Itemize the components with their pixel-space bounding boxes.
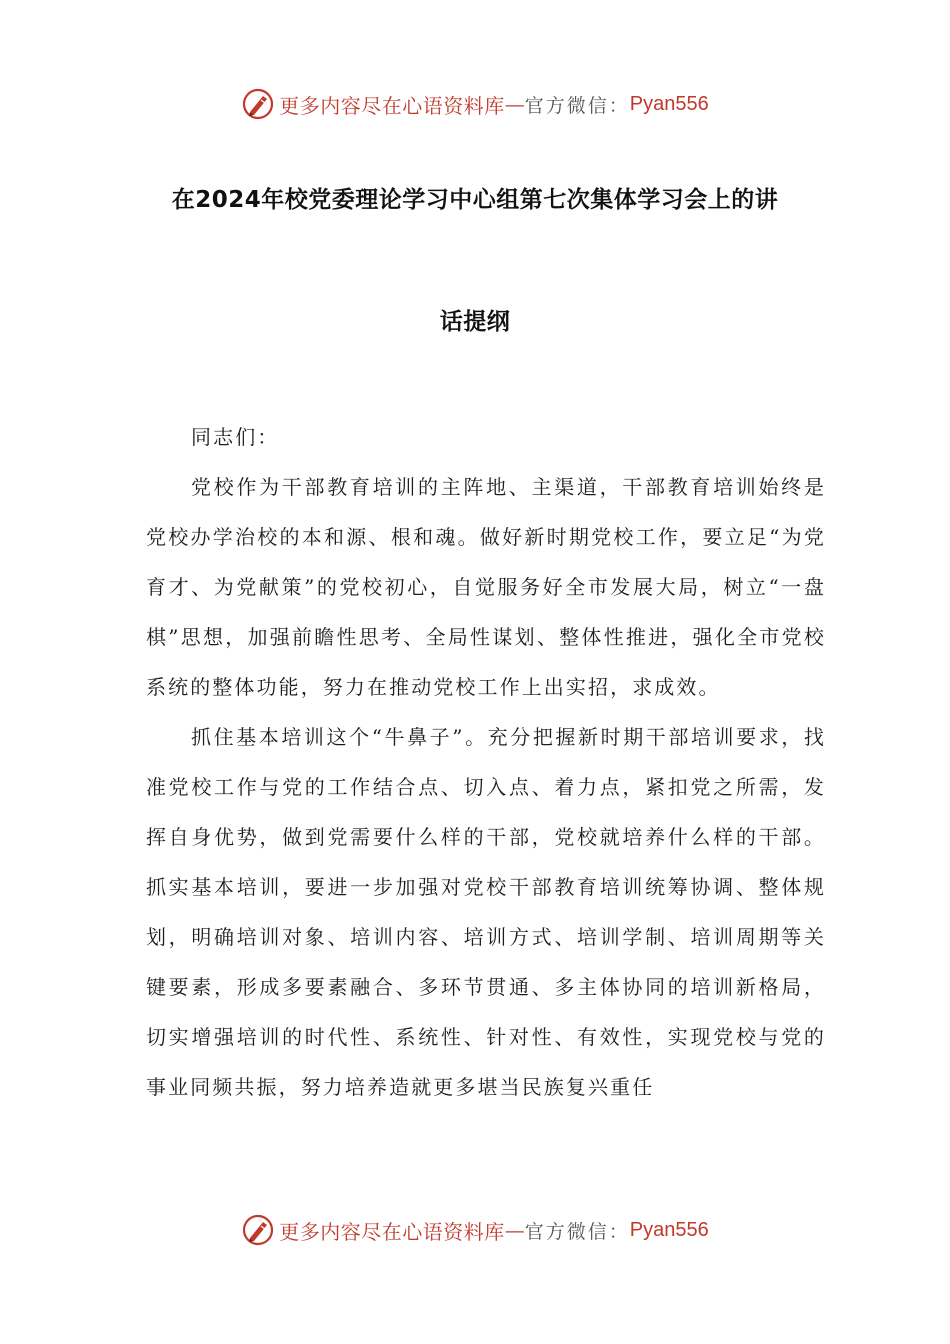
- banner-main-text: 更多内容尽在心语资料库: [279, 93, 505, 118]
- paragraph: 抓住基本培训这个“牛鼻子”。充分把握新时期干部培训要求，找准党校工作与党的工作结合点、切入点、着力点，紧扣党之所需，发挥自身优势，做到党需要什么样的干部，党校就培养什么样的干部。抓实基本培训，要进一步加强对党校干部教育培训统筹协调、整体规划，明确培训对象、培训内容、培训方式、培训学制、培训周期等关键要素，形成多要素融合、多环节贯通、多主体协同的培训新格局，切实增强培训的时代性、系统性、针对性、有效性，实现党校与党的事业同频共振，努力培养造就更多堪当民族复兴重任: [146, 725, 826, 1099]
- paragraph: 党校作为干部教育培训的主阵地、主渠道，干部教育培训始终是党校办学治校的本和源、根和魂。做好新时期党校工作，要立足“为党育才、为党献策”的党校初心，自觉服务好全市发展大局，树立“一盘棋”思想，加强前瞻性思考、全局性谋划、整体性推进，强化全市党校系统的整体功能，努力在推动党校工作上出实招，求成效。: [146, 475, 826, 699]
- header-banner: [0, 84, 950, 124]
- banner-dash: —: [504, 92, 525, 116]
- document-body: [146, 412, 826, 1112]
- pen-logo-icon: [241, 87, 275, 121]
- banner-dash: —: [504, 1218, 525, 1242]
- banner-wechat-id: Pyan556: [629, 1218, 709, 1241]
- banner-wechat-label: 官方微信：: [524, 1220, 630, 1243]
- salutation: 同志们：: [191, 425, 280, 449]
- footer-banner: [0, 1210, 950, 1250]
- banner-wechat-label: 官方微信：: [524, 94, 630, 117]
- banner-wechat-id: Pyan556: [629, 92, 709, 115]
- banner-main-text: 更多内容尽在心语资料库: [279, 1219, 505, 1244]
- pen-logo-icon: [241, 1213, 275, 1247]
- document-title-line2: 话提纲: [439, 309, 511, 335]
- document-title-line1: 在2024年校党委理论学习中心组第七次集体学习会上的讲: [171, 187, 779, 213]
